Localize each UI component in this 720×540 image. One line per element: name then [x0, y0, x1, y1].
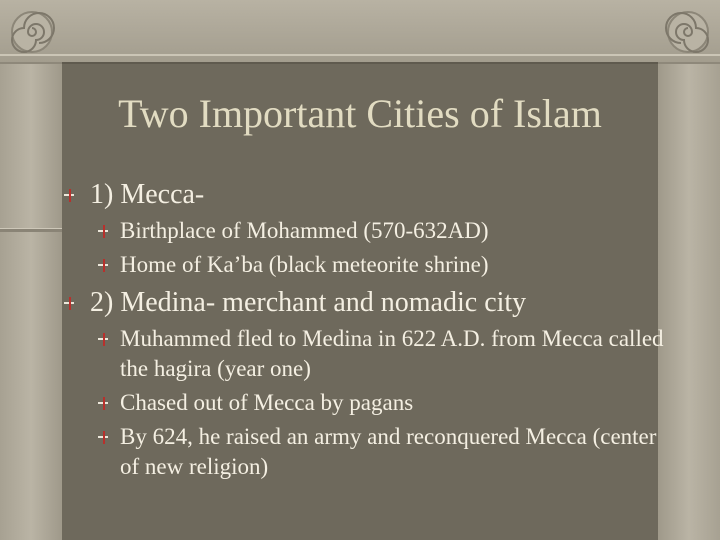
bullet-text: 2) Medina- merchant and nomadic city: [90, 287, 527, 318]
sub-bullet-marker-icon: [98, 397, 108, 411]
scroll-ornament-left-icon: [8, 8, 56, 56]
sub-bullet-marker-icon: [98, 431, 108, 445]
sub-bullet-marker-icon: [98, 259, 108, 273]
bullet-marker-icon: [64, 189, 74, 203]
bullet-medina: [60, 286, 670, 320]
left-ledge: [0, 228, 62, 232]
sub-bullet-text: Birthplace of Mohammed (570-632AD): [120, 218, 489, 243]
sub-bullet: [60, 422, 670, 482]
sub-bullet-text: By 624, he raised an army and reconquered Mecca (center of new religion): [120, 424, 657, 479]
left-column: [0, 0, 64, 540]
slide-title: Two Important Cities of Islam: [118, 91, 602, 136]
bullet-mecca: [60, 178, 670, 212]
sub-bullet-text: Muhammed fled to Medina in 622 A.D. from Mecca called the hagira (year one): [120, 326, 664, 381]
sub-bullet-marker-icon: [98, 225, 108, 239]
bullet-text: 1) Mecca-: [90, 179, 205, 210]
sub-bullet-text: Chased out of Mecca by pagans: [120, 390, 414, 415]
sub-bullet-marker-icon: [98, 333, 108, 347]
bullet-list: [60, 172, 670, 482]
scroll-ornament-right-icon: [664, 8, 712, 56]
sub-bullet: [60, 216, 670, 246]
top-lintel: [0, 0, 720, 64]
bullet-marker-icon: [64, 297, 74, 311]
sub-bullet: [60, 250, 670, 280]
sub-bullet: [60, 324, 670, 384]
sub-bullet: [60, 388, 670, 418]
sub-bullet-text: Home of Ka’ba (black meteorite shrine): [120, 252, 489, 277]
